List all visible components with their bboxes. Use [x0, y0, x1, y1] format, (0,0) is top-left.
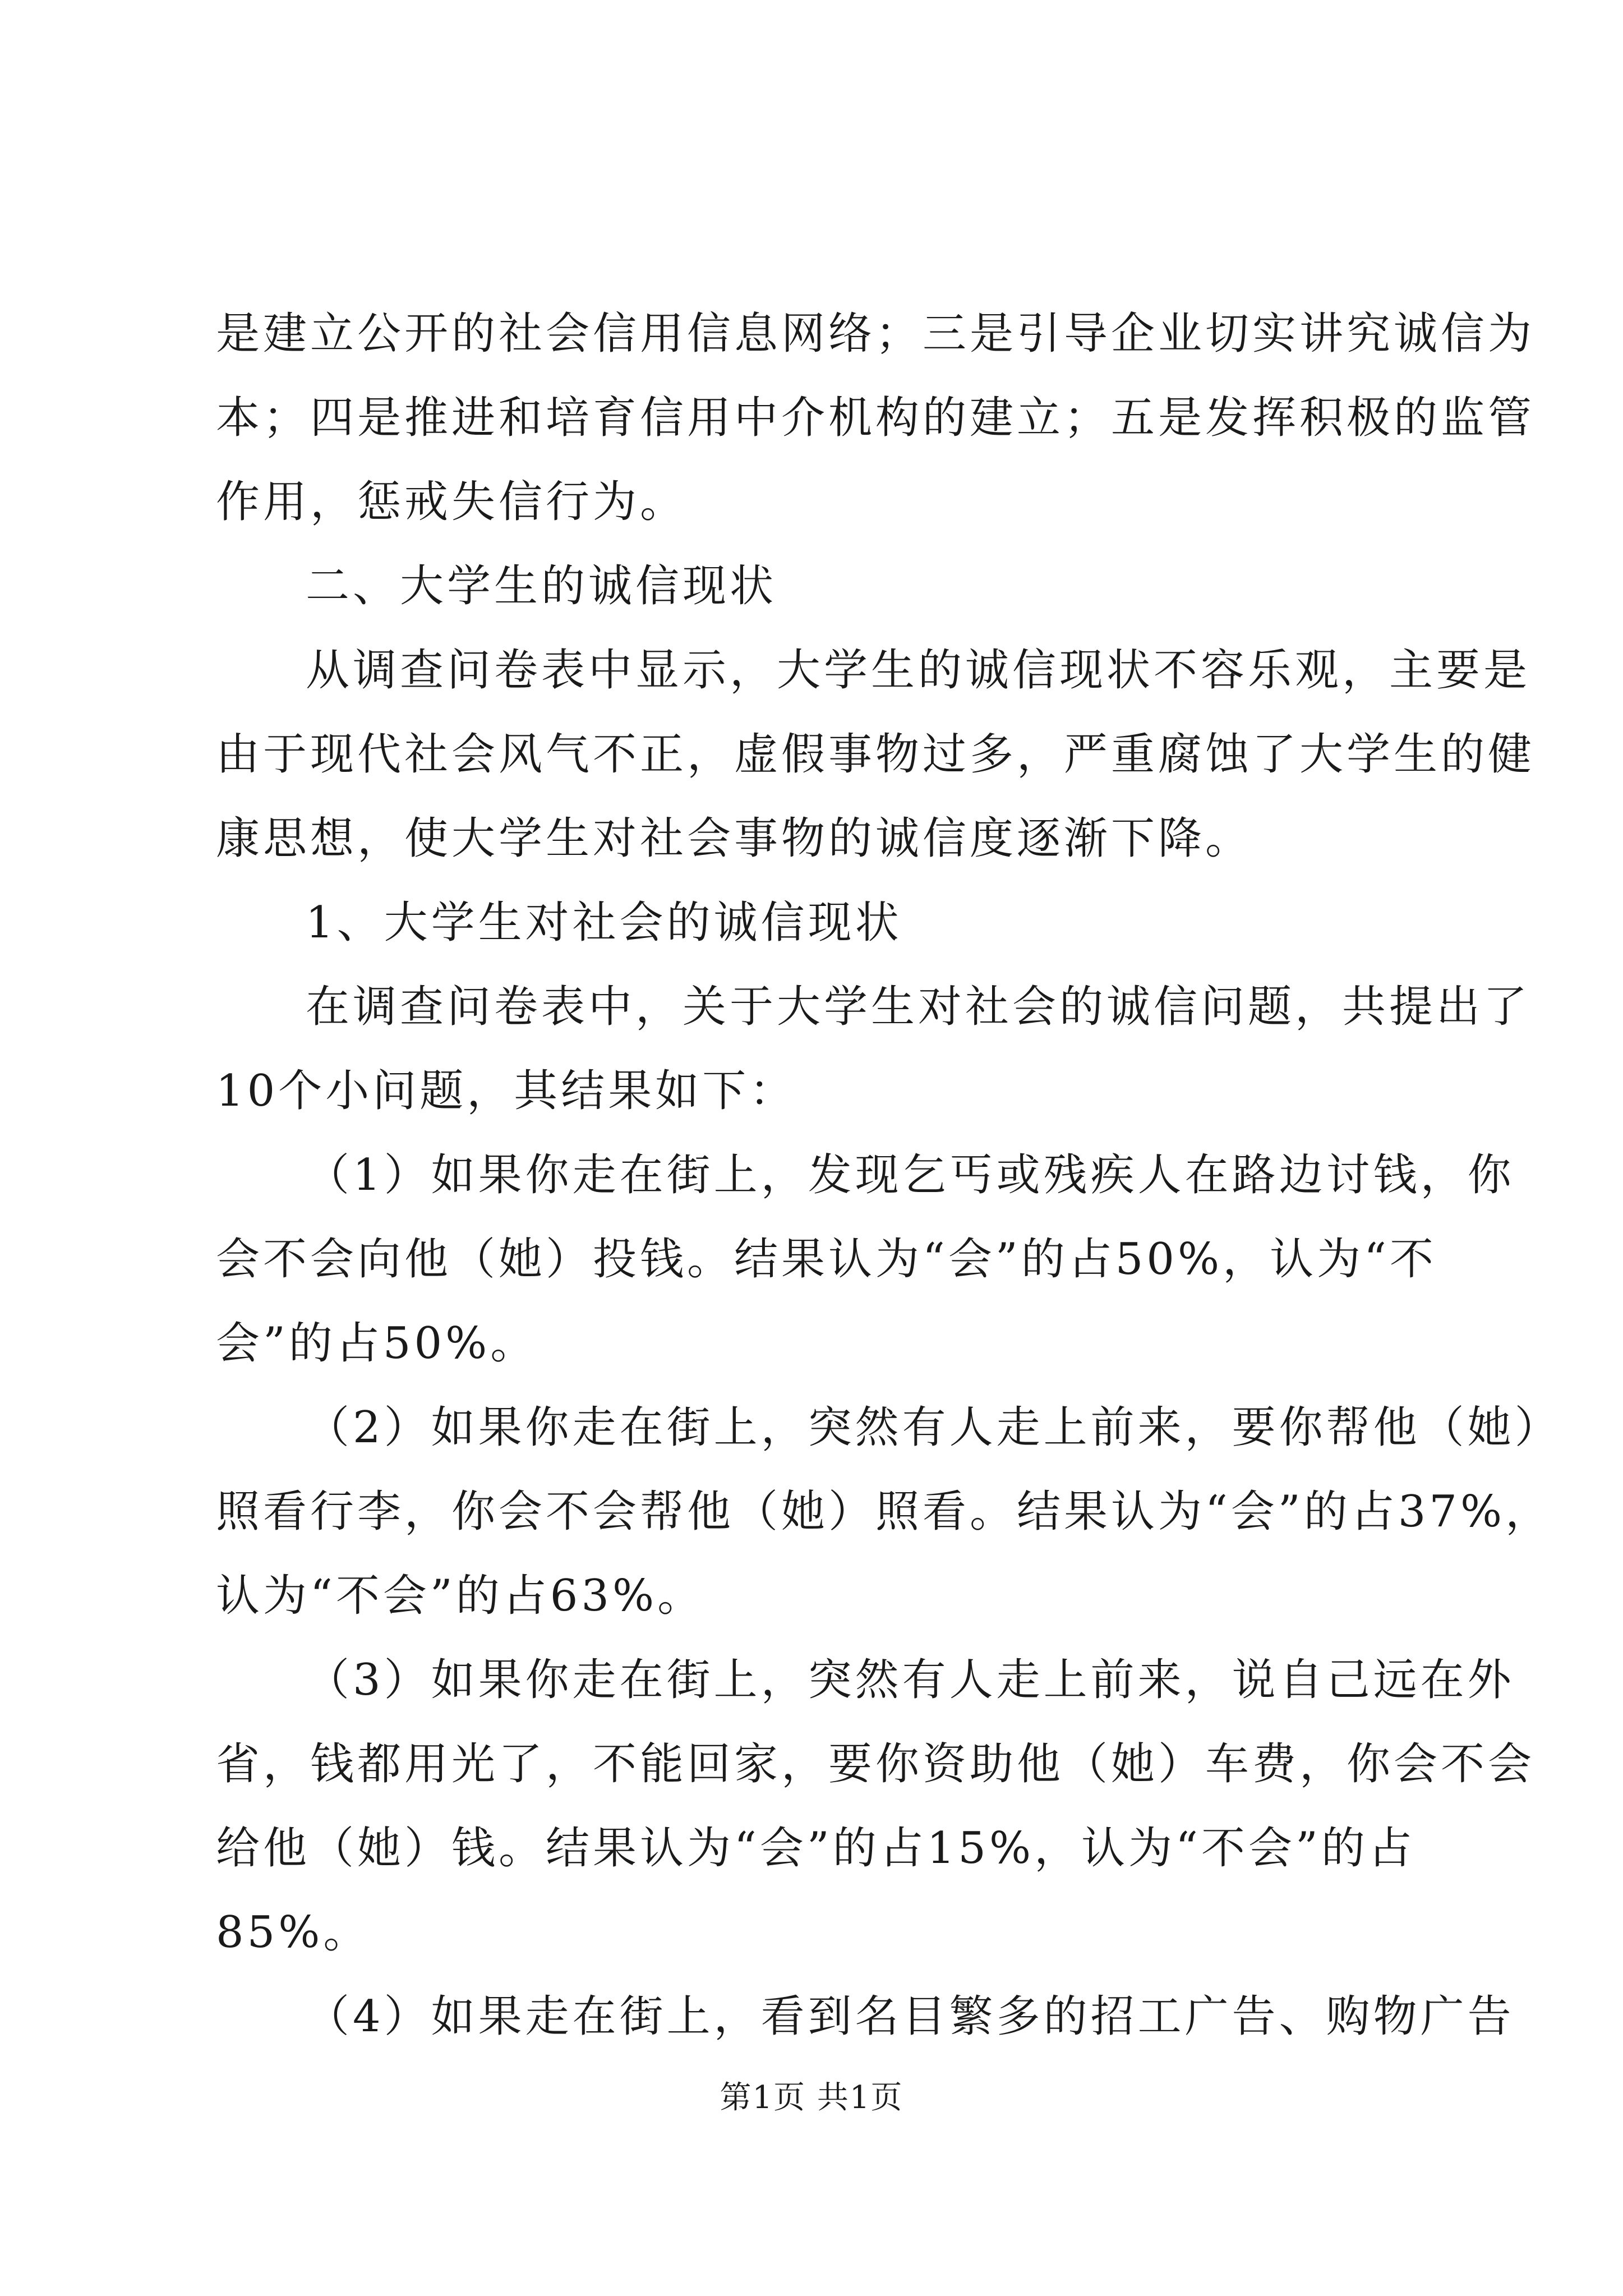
text-line: 省，钱都用光了，不能回家，要你资助他（她）车费，你会不会 [216, 1739, 1536, 1789]
text-line: （2）如果你走在街上，突然有人走上前来，要你帮他（她） [306, 1402, 1562, 1453]
text-line: 会不会向他（她）投钱。结果认为“会”的占50%，认为“不 [216, 1234, 1437, 1285]
text-line: （4）如果走在街上，看到名目繁多的招工广告、购物广告 [306, 1991, 1515, 2042]
text-line: 给他（她）钱。结果认为“会”的占15%，认为“不会”的占 [216, 1823, 1415, 1874]
text-line: 康思想，使大学生对社会事物的诚信度逐渐下降。 [216, 813, 1253, 864]
text-line: 照看行李，你会不会帮他（她）照看。结果认为“会”的占37%， [216, 1487, 1553, 1537]
page-footer: 第1页 共1页 [720, 2079, 903, 2116]
text-line: 10个小问题，其结果如下： [216, 1066, 797, 1116]
text-line: （3）如果你走在街上，突然有人走上前来，说自己远在外 [306, 1655, 1515, 1705]
text-line: 认为“不会”的占63%。 [216, 1571, 705, 1621]
subsection-heading: 1、大学生对社会的诚信现状 [306, 898, 902, 948]
text-line: 是建立公开的社会信用信息网络；三是引导企业切实讲究诚信为 [216, 309, 1536, 359]
text-line: 由于现代社会风气不正，虚假事物过多，严重腐蚀了大学生的健 [216, 729, 1536, 780]
text-line: 85%。 [216, 1907, 371, 1958]
text-line: （1）如果你走在街上，发现乞丐或残疾人在路边讨钱，你 [306, 1150, 1515, 1200]
document-body [216, 292, 1562, 2059]
text-line: 作用，惩戒失信行为。 [216, 477, 688, 527]
text-line: 在调查问卷表中，关于大学生对社会的诚信问题，共提出了 [306, 982, 1531, 1032]
section-heading: 二、大学生的诚信现状 [306, 561, 777, 611]
text-line: 从调查问卷表中显示，大学生的诚信现状不容乐观，主要是 [306, 645, 1531, 696]
text-line: 会”的占50%。 [216, 1318, 538, 1369]
text-line: 本；四是推进和培育信用中介机构的建立；五是发挥积极的监管 [216, 393, 1536, 443]
